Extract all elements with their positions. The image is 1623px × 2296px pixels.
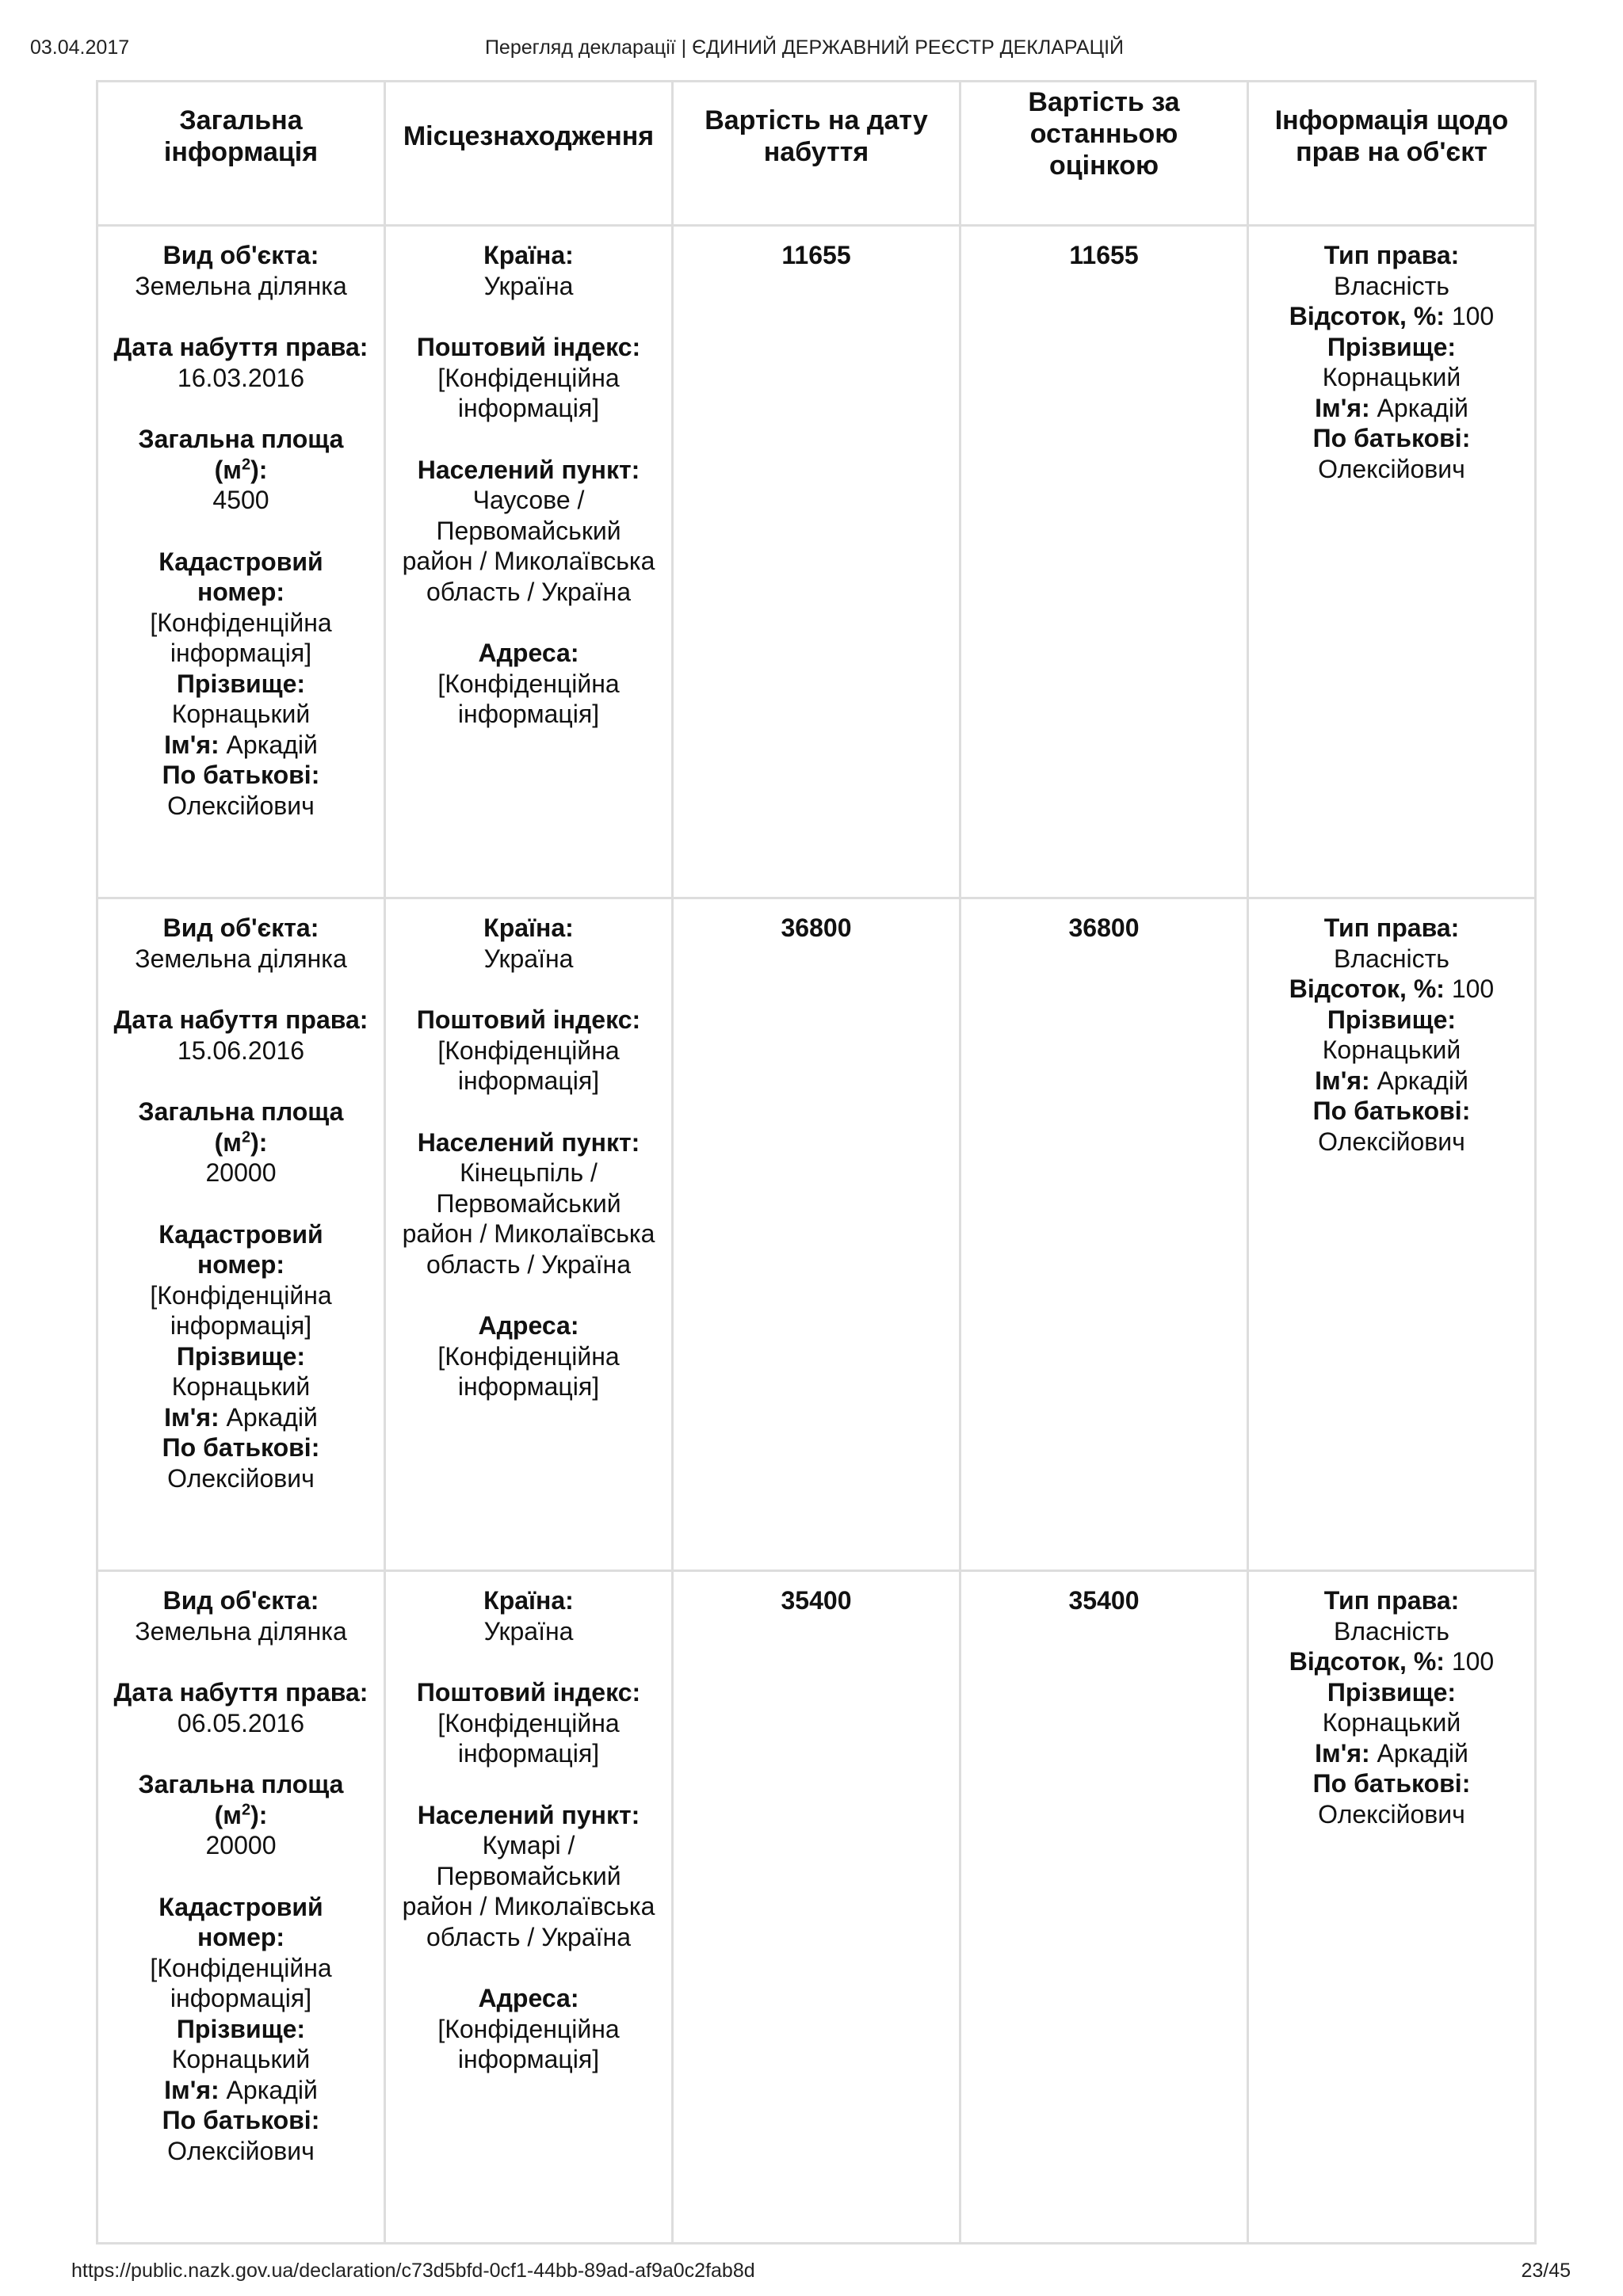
spacer [400, 1646, 657, 1677]
acq-date-label: Дата набуття права: [113, 333, 369, 361]
spacer [113, 974, 369, 1005]
right-type-field [1263, 240, 1520, 301]
cost-acquisition-value: 36800 [781, 913, 852, 942]
object-type-label: Вид об'єкта: [162, 1586, 319, 1615]
object-type-label: Вид об'єкта: [162, 913, 319, 942]
postal-label: Поштовий індекс: [416, 1005, 641, 1034]
spacer [113, 1188, 369, 1219]
object-type-value: Земельна ділянка [135, 271, 347, 300]
postal-field [400, 1677, 657, 1769]
cadastral-label: Кадастровий номер: [158, 1219, 323, 1279]
address-label: Адреса: [478, 1311, 579, 1340]
country-value: Україна [483, 271, 574, 300]
cell-rights [1248, 1571, 1536, 2244]
spacer [113, 393, 369, 424]
owner-name-field [1263, 1066, 1520, 1097]
name-value: Аркадій [226, 2075, 318, 2104]
surname-value: Корнацький [171, 1372, 311, 1401]
area-label-sup: 2 [241, 1800, 251, 1818]
area-label [113, 424, 369, 485]
spacer [400, 974, 657, 1005]
area-label [113, 1769, 369, 1830]
spacer [113, 516, 369, 547]
spacer [113, 1861, 369, 1892]
locality-field [400, 455, 657, 608]
acq-date-value: 06.05.2016 [177, 1708, 305, 1737]
owner-patronymic-field [1263, 423, 1520, 484]
patronymic-value: Олексійович [167, 1463, 315, 1493]
percent-value: 100 [1451, 302, 1495, 330]
surname-field [113, 669, 369, 730]
cost-last-value: 11655 [1069, 241, 1139, 269]
cost-last-value: 35400 [1068, 1586, 1140, 1615]
name-value: Аркадій [226, 730, 318, 759]
right-type-value: Власність [1334, 271, 1449, 300]
percent-field [1263, 1646, 1520, 1677]
area-label-text: Загальна площа (м [138, 1770, 344, 1829]
surname-label: Прізвище: [176, 669, 306, 698]
spacer [400, 1952, 657, 1983]
country-field [400, 240, 657, 301]
percent-field [1263, 974, 1520, 1005]
cell-cost-acquisition [673, 1571, 960, 2244]
acq-date-label: Дата набуття права: [113, 1005, 369, 1034]
owner-name-label: Ім'я: [1315, 1738, 1370, 1768]
owner-surname-field [1263, 332, 1520, 393]
object-type-label: Вид об'єкта: [162, 241, 319, 269]
owner-patronymic-label: По батькові: [1312, 1097, 1471, 1125]
percent-label: Відсоток, %: [1289, 1647, 1445, 1676]
table-row [97, 898, 1536, 1571]
postal-value: [Конфіденційна інформація] [437, 363, 620, 422]
postal-field [400, 332, 657, 424]
address-label: Адреса: [478, 1984, 579, 2012]
cell-cost-acquisition [673, 226, 960, 898]
locality-label: Населений пункт: [417, 1127, 640, 1157]
cadastral-value: [Конфіденційна інформація] [150, 608, 332, 667]
percent-label: Відсоток, %: [1289, 974, 1445, 1003]
spacer [400, 1280, 657, 1310]
cell-location [385, 226, 673, 898]
name-label: Ім'я: [164, 1402, 220, 1432]
owner-surname-label: Прізвище: [1327, 1005, 1457, 1034]
address-value: [Конфіденційна інформація] [437, 1341, 620, 1401]
owner-patronymic-field [1263, 1096, 1520, 1157]
spacer [113, 1066, 369, 1097]
spacer [113, 1738, 369, 1769]
owner-name-value: Аркадій [1377, 1066, 1468, 1095]
spacer [113, 1646, 369, 1677]
cell-cost-last [960, 898, 1248, 1571]
object-type-field [113, 913, 369, 974]
cadastral-value: [Конфіденційна інформація] [150, 1953, 332, 2012]
country-field [400, 1585, 657, 1646]
name-label: Ім'я: [164, 730, 220, 759]
address-field [400, 638, 657, 730]
cell-rights [1248, 898, 1536, 1571]
owner-surname-label: Прізвище: [1327, 332, 1457, 361]
address-field [400, 1310, 657, 1402]
right-type-label: Тип права: [1323, 913, 1460, 942]
surname-label: Прізвище: [176, 2014, 306, 2043]
acq-date-field [113, 1677, 369, 1738]
object-type-field [113, 240, 369, 301]
acq-date-label: Дата набуття права: [113, 1678, 369, 1707]
table-row [97, 226, 1536, 898]
cadastral-field [113, 547, 369, 669]
cadastral-field [113, 1892, 369, 2014]
cell-location [385, 1571, 673, 2244]
patronymic-field [113, 2105, 369, 2166]
cell-general-info [97, 898, 385, 1571]
percent-field [1263, 301, 1520, 332]
area-label-close: ): [250, 1800, 268, 1829]
patronymic-label: По батькові: [162, 1433, 320, 1462]
owner-patronymic-label: По батькові: [1312, 1769, 1471, 1798]
cadastral-field [113, 1219, 369, 1341]
patronymic-field [113, 760, 369, 821]
right-type-value: Власність [1334, 944, 1449, 973]
owner-name-label: Ім'я: [1315, 393, 1370, 422]
cell-cost-last [960, 226, 1248, 898]
print-header [30, 36, 1579, 65]
area-label-text: Загальна площа (м [138, 1097, 344, 1157]
object-type-field [113, 1585, 369, 1646]
postal-value: [Конфіденційна інформація] [437, 1035, 620, 1095]
print-footer [30, 2260, 1579, 2288]
country-label: Країна: [483, 1586, 574, 1615]
acq-date-value: 15.06.2016 [177, 1035, 305, 1065]
locality-field [400, 1127, 657, 1280]
address-field [400, 1983, 657, 2075]
col-header-location: Місцезнаходження [385, 82, 673, 226]
page-url: https://public.nazk.gov.ua/declaration/c73d5bfd-0cf1-44bb-89ad-af9a0c2fab8d [71, 2260, 755, 2282]
name-field [113, 730, 369, 761]
owner-name-label: Ім'я: [1315, 1066, 1370, 1095]
address-label: Адреса: [478, 639, 579, 667]
area-value: 20000 [205, 1158, 277, 1187]
postal-label: Поштовий індекс: [416, 333, 641, 361]
print-date: 03.04.2017 [30, 36, 130, 59]
cell-cost-acquisition [673, 898, 960, 1571]
name-label: Ім'я: [164, 2075, 220, 2104]
area-field [113, 1097, 369, 1188]
area-label-sup: 2 [241, 1127, 251, 1146]
object-type-value: Земельна ділянка [135, 1616, 347, 1646]
name-field [113, 1402, 369, 1433]
country-field [400, 913, 657, 974]
col-header-general: Загальна інформація [97, 82, 385, 226]
object-type-value: Земельна ділянка [135, 944, 347, 973]
area-value: 20000 [205, 1831, 277, 1859]
surname-value: Корнацький [171, 700, 311, 728]
owner-patronymic-value: Олексійович [1318, 454, 1465, 483]
acq-date-value: 16.03.2016 [177, 363, 305, 392]
cost-last-value: 36800 [1068, 913, 1140, 942]
area-field [113, 424, 369, 516]
table-header-row [97, 82, 1536, 226]
acq-date-field [113, 1005, 369, 1066]
country-label: Країна: [483, 241, 574, 269]
locality-label: Населений пункт: [417, 1800, 640, 1829]
spacer [400, 1097, 657, 1127]
address-value: [Конфіденційна інформація] [437, 2014, 620, 2073]
cell-general-info [97, 1571, 385, 2244]
property-table [96, 80, 1537, 2245]
cell-general-info [97, 226, 385, 898]
cell-rights [1248, 226, 1536, 898]
right-type-label: Тип права: [1323, 1586, 1460, 1615]
locality-value: Кінецьпіль / Первомайський район / Миколаївська область / Україна [402, 1158, 655, 1279]
cell-location [385, 898, 673, 1571]
postal-field [400, 1005, 657, 1097]
table-row [97, 1571, 1536, 2244]
owner-name-value: Аркадій [1377, 393, 1468, 422]
cadastral-value: [Конфіденційна інформація] [150, 1280, 332, 1340]
owner-patronymic-value: Олексійович [1318, 1127, 1465, 1156]
patronymic-field [113, 1432, 369, 1493]
country-value: Україна [483, 1616, 574, 1646]
area-field [113, 1769, 369, 1861]
spacer [400, 1769, 657, 1800]
area-value: 4500 [212, 486, 269, 514]
col-header-cost-acquisition: Вартість на дату набуття [673, 82, 960, 226]
right-type-label: Тип права: [1323, 241, 1460, 269]
owner-surname-value: Корнацький [1322, 1708, 1461, 1737]
locality-value: Кумарі / Первомайський район / Миколаївська область / Україна [402, 1831, 655, 1951]
cell-cost-last [960, 1571, 1248, 2244]
country-value: Україна [483, 944, 574, 973]
spacer [400, 301, 657, 332]
address-value: [Конфіденційна інформація] [437, 669, 620, 728]
owner-name-field [1263, 393, 1520, 424]
owner-surname-value: Корнацький [1322, 1035, 1461, 1064]
cadastral-label: Кадастровий номер: [158, 547, 323, 606]
cost-acquisition-value: 35400 [781, 1586, 852, 1615]
spacer [400, 424, 657, 455]
cadastral-label: Кадастровий номер: [158, 1892, 323, 1951]
page-number: 23/45 [1521, 2260, 1571, 2282]
patronymic-label: По батькові: [162, 761, 320, 789]
owner-name-value: Аркадій [1377, 1738, 1468, 1768]
owner-patronymic-field [1263, 1768, 1520, 1829]
col-header-rights: Інформація щодо прав на об'єкт [1248, 82, 1536, 226]
right-type-field [1263, 1585, 1520, 1646]
right-type-value: Власність [1334, 1616, 1449, 1646]
spacer [400, 607, 657, 638]
country-label: Країна: [483, 913, 574, 942]
area-label-text: Загальна площа (м [138, 425, 344, 484]
surname-value: Корнацький [171, 2045, 311, 2073]
locality-label: Населений пункт: [417, 455, 640, 484]
owner-patronymic-label: По батькові: [1312, 424, 1471, 452]
area-label-sup: 2 [241, 455, 251, 473]
locality-field [400, 1800, 657, 1953]
cost-acquisition-value: 11655 [781, 241, 851, 269]
spacer [113, 301, 369, 332]
patronymic-label: По батькові: [162, 2106, 320, 2134]
surname-field [113, 2014, 369, 2075]
col-header-cost-last: Вартість за останньою оцінкою [960, 82, 1248, 226]
owner-surname-field [1263, 1677, 1520, 1738]
area-label [113, 1097, 369, 1158]
postal-value: [Конфіденційна інформація] [437, 1708, 620, 1768]
page-title: Перегляд декларації | ЄДИНИЙ ДЕРЖАВНИЙ РЕЄСТР ДЕКЛАРАЦІЙ [484, 36, 1125, 59]
percent-label: Відсоток, %: [1289, 302, 1445, 330]
postal-label: Поштовий індекс: [416, 1678, 641, 1707]
owner-name-field [1263, 1738, 1520, 1769]
owner-patronymic-value: Олексійович [1318, 1799, 1465, 1829]
patronymic-value: Олексійович [167, 2136, 315, 2165]
patronymic-value: Олексійович [167, 791, 315, 820]
owner-surname-value: Корнацький [1322, 363, 1461, 391]
area-label-close: ): [250, 455, 268, 484]
percent-value: 100 [1451, 1647, 1495, 1676]
name-field [113, 2075, 369, 2106]
owner-surname-field [1263, 1005, 1520, 1066]
surname-label: Прізвище: [176, 1341, 306, 1371]
area-label-close: ): [250, 1127, 268, 1157]
surname-field [113, 1341, 369, 1402]
acq-date-field [113, 332, 369, 393]
percent-value: 100 [1451, 974, 1495, 1003]
locality-value: Чаусове / Первомайський район / Миколаївська область / Україна [402, 486, 655, 606]
name-value: Аркадій [226, 1402, 318, 1432]
owner-surname-label: Прізвище: [1327, 1677, 1457, 1707]
right-type-field [1263, 913, 1520, 974]
